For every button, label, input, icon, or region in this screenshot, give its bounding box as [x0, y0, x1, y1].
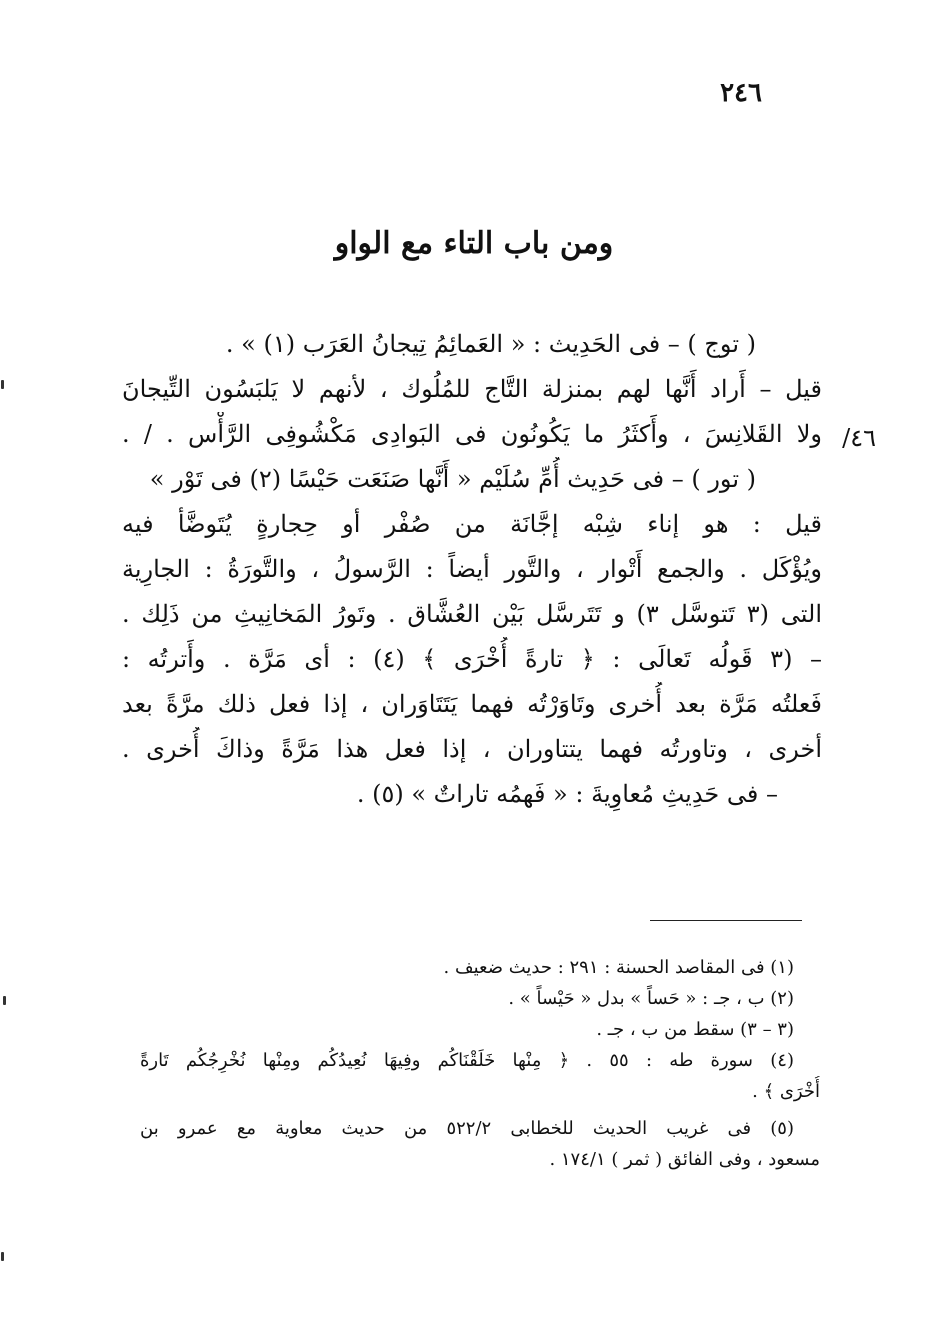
text-line: – (٣ قَولُه تَعالَى : ﴿ تارةً أُخْرَى ﴾ (٤) : أى مَرَّة . وأَترتُه : [122, 645, 822, 673]
text-line: فَعلتُه مَرَّة بعد أُخرى وتَاوَرْتُه فهما يَتَتَاوَران ، إذا فعل ذلك مرَّةً بعد [122, 690, 822, 718]
page-number: ٢٤٦ [720, 78, 762, 108]
footnote-line: أُخْرَى ﴾ . [752, 1081, 820, 1102]
text-line: ( تور ) – فى حَدِيث أُمِّ سُلَيْم « أَنَّها صَنَعَت حَيْسًا (٢) فى تَوْر » [149, 465, 756, 493]
text-line: – فى حَدِيثِ مُعاوِيةَ : « فَهمُه تاراتٌ » (٥) . [356, 780, 778, 808]
footnotes [140, 952, 820, 1175]
footnote-line: (٣ – ٣) سقط من ب ، جـ . [596, 1019, 794, 1040]
scan-speck [1, 380, 4, 389]
footnote-separator [650, 920, 802, 921]
main-text [122, 322, 822, 817]
text-line: ويُؤْكَل . والجمع أَتْوار ، والتَّور أيضاً : الرَّسولُ ، والتَّورَةُ : الجارِية [122, 555, 822, 583]
text-line: ولا القَلانِسَ ، وأَكثَرُ ما يَكُونُون فى البَوادِى مَكْشُوفِى الرَّأْس . / . [122, 420, 822, 448]
text-line: قيل : هو إناء شِبْه إجَّانَة من صُفْر أو حِجارةٍ يُتَوضَّأ فيه [122, 510, 822, 538]
text-line: أخرى ، وتاورتُه فهما يتتاوران ، إذا فعل هذا مَرَّةً وذاكَ أُخرى . [122, 735, 822, 763]
footnote-line: (١) فى المقاصد الحسنة : ٢٩١ : حديث ضعيف . [443, 957, 794, 978]
chapter-title: ومن باب التاء مع الواو [334, 226, 614, 261]
scan-speck [1, 1252, 4, 1261]
footnote-line: (٢) ب ، جـ : « حَساً » بدل « حَيْساً » . [508, 988, 794, 1009]
footnote-line: مسعود ، وفى الفائق ( ثمر ) ١٧٤/١ . [549, 1149, 820, 1170]
text-line: قيل – أَراد أَنَّها لهم بمنزلة التَّاج للمُلُوك ، لأنهم لا يَلبَسُون التِّيجانَ [122, 375, 822, 403]
text-line: ( توج ) – فى الحَدِيث : « العَمائِمُ تِيجانُ العَرَب (١) » . [225, 330, 756, 358]
footnote-line: (٥) فى غريب الحديث للخطابى ٥٢٢/٢ من حديث معاوية مع عمرو بن [140, 1118, 794, 1139]
scan-speck [3, 996, 6, 1005]
text-line: التى (٣ تَتوسَّل ٣) و تَتَرسَّل بَيْن العُشَّاق . وتَورُ المَخانِيثِ من ذَلِك . [122, 600, 822, 628]
footnote-line: (٤) سورة طه : ٥٥ . ﴿ مِنْها خَلَقْنَاكُم وفِيهَا نُعِيدُكُم ومِنْها نُخْرِجُكُم تَارةً [140, 1050, 794, 1071]
margin-folio-note: ٤٦/ [842, 424, 876, 452]
